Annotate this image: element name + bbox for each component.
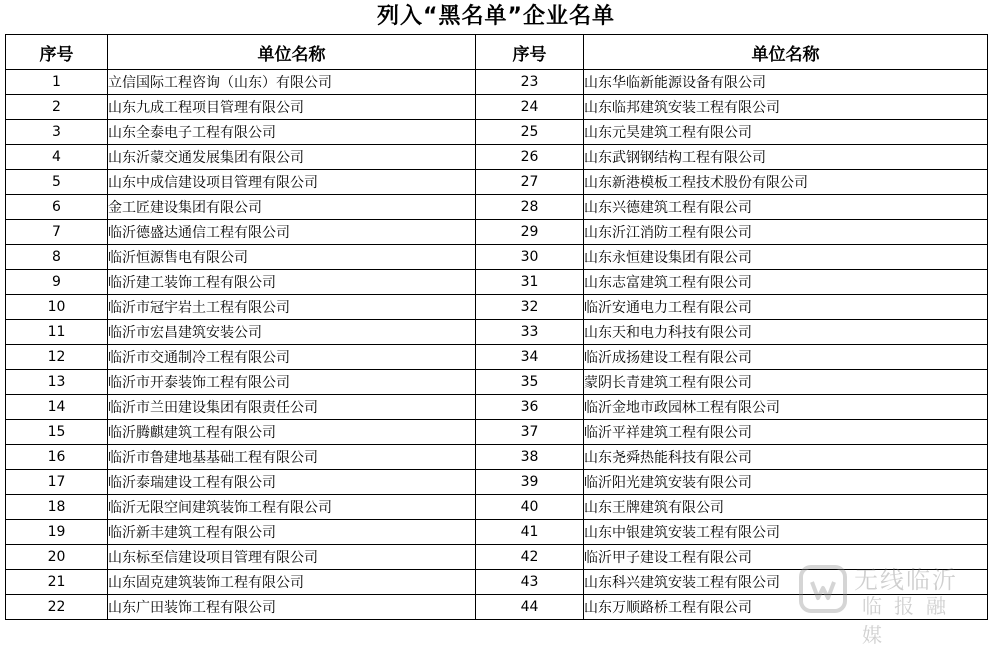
row-number-left: 15 [6,420,108,445]
company-name-right: 山东科兴建筑安装工程有限公司 [584,570,988,595]
company-name-right: 山东武钢钢结构工程有限公司 [584,145,988,170]
company-name-left: 临沂建工装饰工程有限公司 [108,270,476,295]
company-name-left: 临沂德盛达通信工程有限公司 [108,220,476,245]
company-name-left: 山东标至信建设项目管理有限公司 [108,545,476,570]
table-row [6,220,988,245]
table-row [6,470,988,495]
row-number-right: 39 [476,470,584,495]
company-name-right: 山东华临新能源设备有限公司 [584,70,988,95]
company-name-right: 山东王牌建筑有限公司 [584,495,988,520]
company-name-right: 山东沂江消防工程有限公司 [584,220,988,245]
company-name-right: 山东新港模板工程技术股份有限公司 [584,170,988,195]
row-number-left: 13 [6,370,108,395]
company-name-right: 山东中银建筑安装工程有限公司 [584,520,988,545]
row-number-left: 21 [6,570,108,595]
company-name-left: 山东广田装饰工程有限公司 [108,595,476,620]
company-name-left: 临沂恒源售电有限公司 [108,245,476,270]
company-name-right: 山东尧舜热能科技有限公司 [584,445,988,470]
company-name-left: 山东固克建筑装饰工程有限公司 [108,570,476,595]
company-name-right: 蒙阴长青建筑工程有限公司 [584,370,988,395]
company-name-right: 临沂金地市政园林工程有限公司 [584,395,988,420]
row-number-left: 6 [6,195,108,220]
table-row [6,320,988,345]
company-name-right: 山东天和电力科技有限公司 [584,320,988,345]
row-number-left: 12 [6,345,108,370]
row-number-right: 36 [476,395,584,420]
row-number-left: 9 [6,270,108,295]
company-name-right: 山东元昊建筑工程有限公司 [584,120,988,145]
row-number-right: 33 [476,320,584,345]
row-number-right: 27 [476,170,584,195]
company-name-right: 山东万顺路桥工程有限公司 [584,595,988,620]
row-number-left: 16 [6,445,108,470]
row-number-right: 31 [476,270,584,295]
watermark [798,556,988,647]
company-name-left: 临沂市冠宇岩土工程有限公司 [108,295,476,320]
table-row [6,420,988,445]
row-number-left: 11 [6,320,108,345]
company-name-right: 山东临邦建筑安装工程有限公司 [584,95,988,120]
company-name-left: 临沂市宏昌建筑安装公司 [108,320,476,345]
table-row [6,145,988,170]
company-name-left: 临沂无限空间建筑装饰工程有限公司 [108,495,476,520]
company-name-left: 临沂市兰田建设集团有限责任公司 [108,395,476,420]
row-number-left: 19 [6,520,108,545]
company-name-left: 山东沂蒙交通发展集团有限公司 [108,145,476,170]
row-number-right: 29 [476,220,584,245]
row-number-left: 10 [6,295,108,320]
table-row [6,170,988,195]
row-number-right: 35 [476,370,584,395]
company-name-left: 临沂新丰建筑工程有限公司 [108,520,476,545]
table-row [6,270,988,295]
row-number-right: 40 [476,495,584,520]
table-row [6,95,988,120]
row-number-left: 8 [6,245,108,270]
row-number-right: 37 [476,420,584,445]
watermark-line1: 无线临沂 [854,566,958,594]
row-number-right: 26 [476,145,584,170]
row-number-right: 30 [476,245,584,270]
watermark-logo-icon [798,564,848,614]
row-number-right: 38 [476,445,584,470]
table-row [6,345,988,370]
company-name-left: 临沂市开泰装饰工程有限公司 [108,370,476,395]
company-name-right: 临沂甲子建设工程有限公司 [584,545,988,570]
company-name-left: 金工匠建设集团有限公司 [108,195,476,220]
company-name-right: 山东志富建筑工程有限公司 [584,270,988,295]
row-number-left: 7 [6,220,108,245]
company-name-left: 临沂市鲁建地基基础工程有限公司 [108,445,476,470]
company-name-right: 临沂阳光建筑安装有限公司 [584,470,988,495]
row-number-right: 23 [476,70,584,95]
table-row [6,445,988,470]
row-number-left: 20 [6,545,108,570]
row-number-left: 1 [6,70,108,95]
table-row [6,120,988,145]
row-number-left: 5 [6,170,108,195]
table-row [6,70,988,95]
row-number-left: 18 [6,495,108,520]
company-name-right: 临沂安通电力工程有限公司 [584,295,988,320]
company-name-right: 临沂平祥建筑工程有限公司 [584,420,988,445]
company-name-right: 山东永恒建设集团有限公司 [584,245,988,270]
row-number-right: 41 [476,520,584,545]
watermark-line2: 临报融媒 [862,594,958,647]
header-no-right: 序号 [476,35,584,70]
row-number-left: 4 [6,145,108,170]
header-name-left: 单位名称 [108,35,476,70]
company-name-right: 山东兴德建筑工程有限公司 [584,195,988,220]
company-name-left: 山东中成信建设项目管理有限公司 [108,170,476,195]
table-row [6,295,988,320]
row-number-right: 44 [476,595,584,620]
company-name-left: 山东全泰电子工程有限公司 [108,120,476,145]
table-row [6,395,988,420]
row-number-right: 42 [476,545,584,570]
company-name-left: 临沂市交通制冷工程有限公司 [108,345,476,370]
row-number-left: 3 [6,120,108,145]
table-row [6,245,988,270]
company-name-right: 临沂成扬建设工程有限公司 [584,345,988,370]
row-number-right: 34 [476,345,584,370]
table-row [6,495,988,520]
table-row [6,370,988,395]
row-number-right: 28 [476,195,584,220]
table-header-row [6,35,988,70]
header-name-right: 单位名称 [584,35,988,70]
row-number-right: 32 [476,295,584,320]
company-name-left: 临沂泰瑞建设工程有限公司 [108,470,476,495]
row-number-right: 24 [476,95,584,120]
row-number-left: 22 [6,595,108,620]
page-title: 列入“黑名单”企业名单 [377,4,615,29]
company-name-left: 立信国际工程咨询（山东）有限公司 [108,70,476,95]
table-row [6,520,988,545]
row-number-left: 14 [6,395,108,420]
company-name-left: 临沂腾麒建筑工程有限公司 [108,420,476,445]
header-no-left: 序号 [6,35,108,70]
row-number-left: 17 [6,470,108,495]
blacklist-table [5,34,988,620]
row-number-right: 25 [476,120,584,145]
table-row [6,195,988,220]
row-number-left: 2 [6,95,108,120]
row-number-right: 43 [476,570,584,595]
company-name-left: 山东九成工程项目管理有限公司 [108,95,476,120]
